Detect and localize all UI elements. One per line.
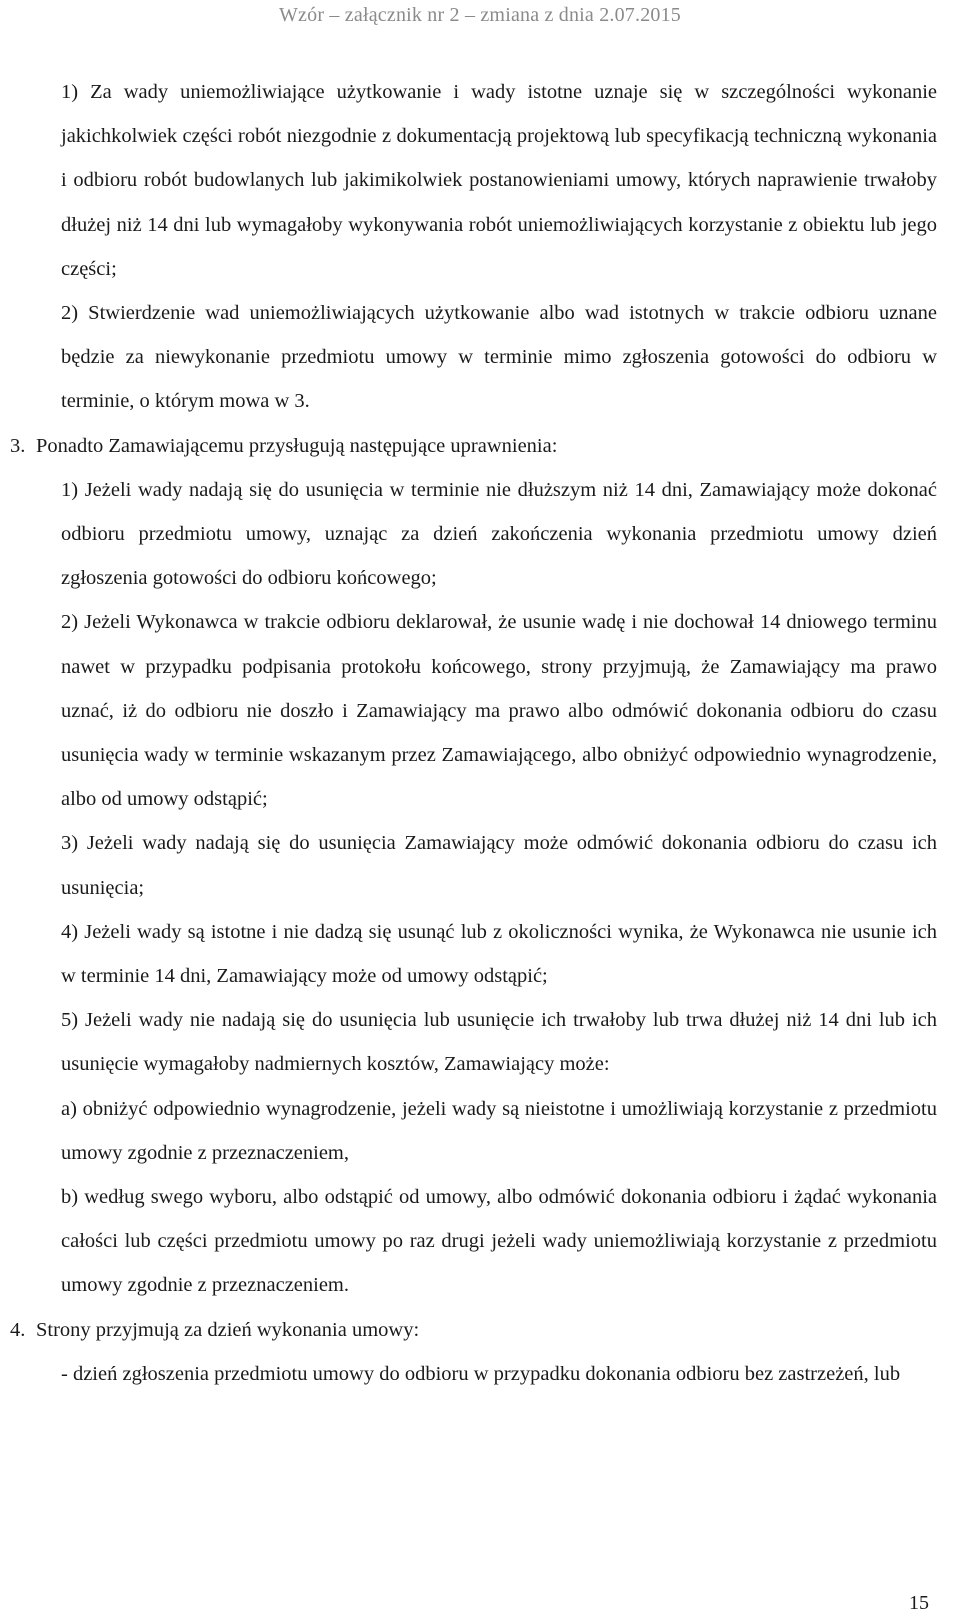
paragraph-item-2: 2) Stwierdzenie wad uniemożliwiających użytkowanie albo wad istotnych w trakcie odbioru uznane będzie za niewykonanie przedmiotu umowy w terminie mimo zgłoszenia gotowości do odbioru w terminie, o którym mowa w 3. <box>61 302 937 413</box>
section-3-number: 3. <box>10 434 26 457</box>
section-3-item-4: 4) Jeżeli wady są istotne i nie dadzą się usunąć lub z okoliczności wynika, że Wykonawca nie usunie ich w terminie 14 dni, Zamawiający może od umowy odstąpić; <box>61 920 937 988</box>
section-4-number: 4. <box>10 1318 26 1341</box>
section-3-item-3: 3) Jeżeli wady nadają się do usunięcia Zamawiający może odmówić dokonania odbioru do czasu ich usunięcia; <box>61 832 937 899</box>
section-3-item-2: 2) Jeżeli Wykonawca w trakcie odbioru deklarował, że usunie wadę i nie dochował 14 dniowego terminu nawet w przypadku podpisania protokołu końcowego, strony przyjmują, że Zamawiający ma prawo uznać, iż do odbioru nie doszło i Zamawiający ma prawo albo odmówić dokonania odbioru do czasu usunięcia wady w terminie wskazanym przez Zamawiającego, albo obniżyć odpowiednio wynagrodzenie, albo od umowy odstąpić; <box>61 611 937 811</box>
section-3-item-5b: b) według swego wyboru, albo odstąpić od umowy, albo odmówić dokonania odbioru i żądać wykonania całości lub części przedmiotu umowy po raz drugi jeżeli wady uniemożliwiają korzystanie z przedmiotu umowy zgodnie z przeznaczeniem. <box>61 1186 937 1297</box>
document-body <box>0 70 960 1396</box>
section-3-text: Ponadto Zamawiającemu przysługują następujące uprawnienia: <box>36 434 558 457</box>
document-header: Wzór – załącznik nr 2 – zmiana z dnia 2.07.2015 <box>278 4 682 26</box>
section-4-text: Strony przyjmują za dzień wykonania umowy: <box>36 1318 420 1341</box>
section-3-heading <box>0 424 960 468</box>
section-3-item-5: 5) Jeżeli wady nie nadają się do usunięcia lub usunięcie ich trwałoby lub trwa dłużej niż 14 dni lub ich usunięcie wymagałoby nadmiernych kosztów, Zamawiający może: <box>61 1009 937 1076</box>
section-3-item-1: 1) Jeżeli wady nadają się do usunięcia w terminie nie dłuższym niż 14 dni, Zamawiający może dokonać odbioru przedmiotu umowy, uznając za dzień zakończenia wykonania przedmiotu umowy dzień zgłoszenia gotowości do odbioru końcowego; <box>61 478 937 590</box>
section-4-heading <box>0 1308 960 1352</box>
section-3-item-5a: a) obniżyć odpowiednio wynagrodzenie, jeżeli wady są nieistotne i umożliwiają korzystanie z przedmiotu umowy zgodnie z przeznaczeniem, <box>61 1097 937 1164</box>
section-4-dash-item: - dzień zgłoszenia przedmiotu umowy do odbioru w przypadku dokonania odbioru bez zastrzeżeń, lub <box>61 1362 901 1385</box>
paragraph-item-1: 1) Za wady uniemożliwiające użytkowanie i wady istotne uznaje się w szczególności wykonanie jakichkolwiek części robót niezgodnie z dokumentacją projektową lub specyfikacją techniczną wykonania i odbioru robót budowlanych lub jakimikolwiek postanowieniami umowy, których naprawienie trwałoby dłużej niż 14 dni lub wymagałoby wykonywania robót uniemożliwiających korzystanie z obiektu lub jego części; <box>61 81 937 280</box>
page-number: 15 <box>909 1592 929 1614</box>
